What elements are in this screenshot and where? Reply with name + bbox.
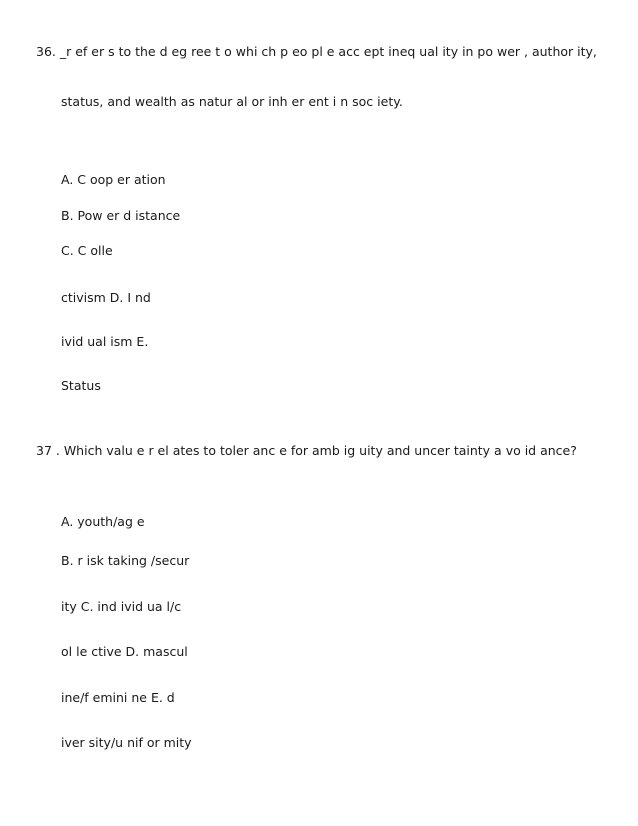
question-37-option-line-1: A. youth/ag e: [61, 514, 145, 529]
question-36-line-1: 36. _r ef er s to the d eg ree t o whi ch p eo pl e acc ept ineq ual ity in po wer , author ity,: [36, 44, 597, 59]
question-36-option-line-3: C. C olle: [61, 243, 113, 258]
question-36-option-line-5: ivid ual ism E.: [61, 334, 149, 349]
question-37-line-1: 37 . Which valu e r el ates to toler anc e for amb ig uity and uncer tainty a vo id ance?: [36, 443, 577, 458]
question-37-option-line-3: ity C. ind ivid ua l/c: [61, 599, 182, 614]
question-37-option-line-6: iver sity/u nif or mity: [61, 735, 192, 750]
question-36-option-line-6: Status: [61, 378, 101, 393]
question-37-option-line-2: B. r isk taking /secur: [61, 553, 190, 568]
question-36-option-line-1: A. C oop er ation: [61, 172, 166, 187]
question-37-option-line-4: ol le ctive D. mascul: [61, 644, 188, 659]
question-36-line-2: status, and wealth as natur al or inh er ent i n soc iety.: [61, 94, 403, 109]
question-36-option-line-4: ctivism D. I nd: [61, 290, 151, 305]
question-37-option-line-5: ine/f emini ne E. d: [61, 690, 175, 705]
question-36-option-line-2: B. Pow er d istance: [61, 208, 181, 223]
